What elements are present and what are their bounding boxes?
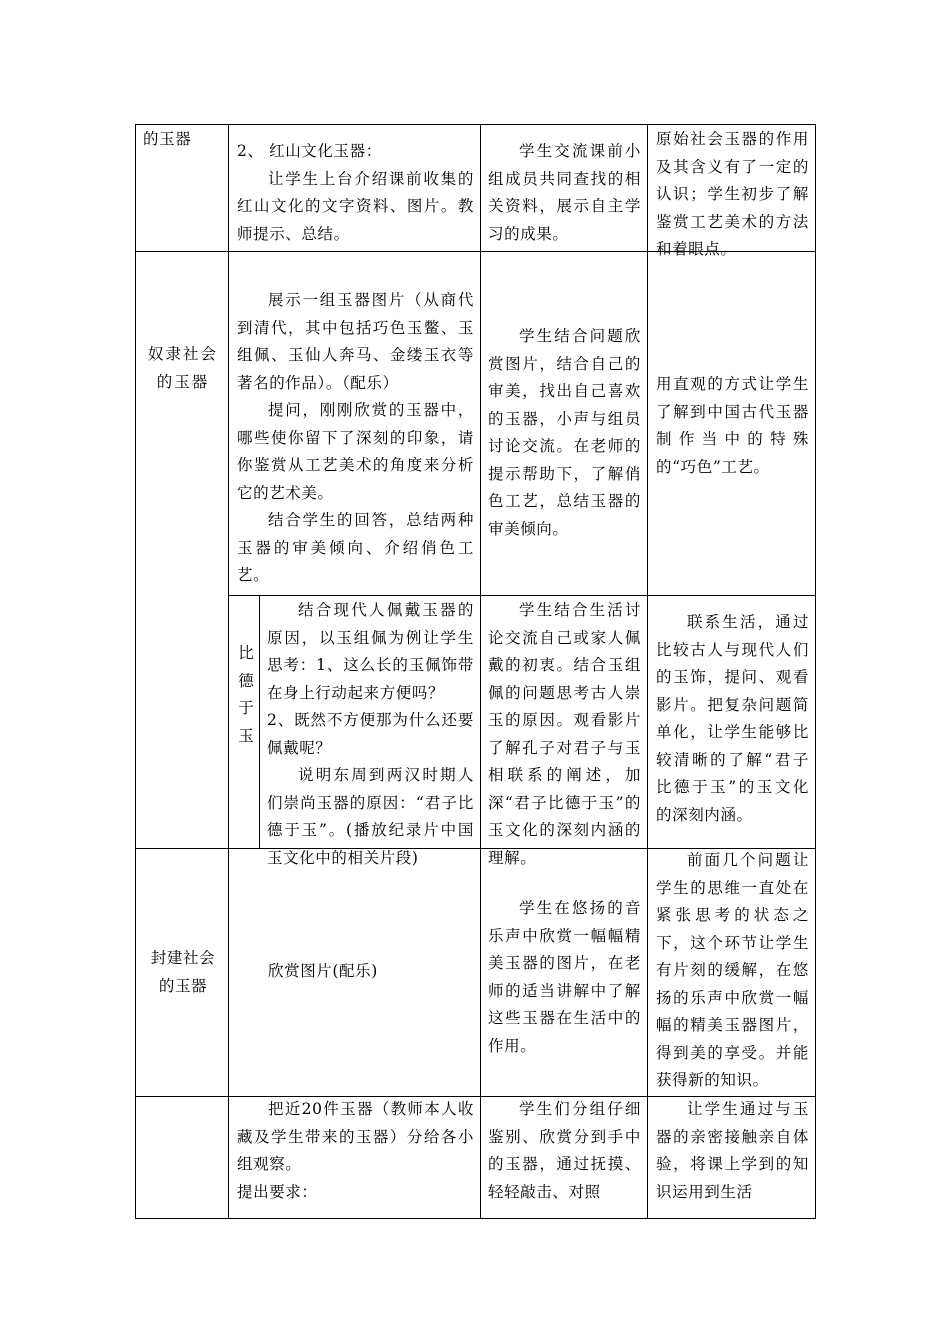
- activity-text: 说明东周到两汉时期人们崇尚玉器的原因：“君子比德于玉”。(播放纪录片中国玉文化中的相关片段): [267, 766, 474, 867]
- student-text: 学生在悠扬的音乐声中欣赏一幅幅精美玉器的图片，在老师的适当讲解中了解这些玉器在生活中的作用。: [488, 899, 641, 1055]
- activity-cell: [267, 597, 474, 872]
- activity-text: 2、既然不方便那为什么还要佩戴呢？: [267, 711, 474, 757]
- intent-text: 联系生活，通过比较古人与现代人们的玉饰，提问、观看影片。把复杂问题简单化，让学生能够比较清晰的了解“君子比德于玉”的玉文化的深刻内涵。: [656, 613, 809, 824]
- activity-cell: [237, 1096, 474, 1206]
- activity-cell: [237, 958, 474, 986]
- student-cell: [488, 895, 641, 1060]
- intent-text: 原始社会玉器的作用及其含义有了一定的认识；学生初步了解鉴赏工艺美术的方法和着眼点。: [656, 130, 809, 258]
- student-cell: [488, 323, 641, 543]
- stage-cell: [143, 945, 223, 1000]
- stage-cell: [143, 126, 223, 154]
- intent-cell: [656, 371, 809, 481]
- activity-cell: [237, 287, 474, 590]
- activity-text: 把近20件玉器（教师本人收藏及学生带来的玉器）分给各小组观察。: [237, 1100, 474, 1173]
- student-cell: [488, 138, 641, 248]
- intent-text: 让学生通过与玉器的亲密接触亲自体验，将课上学到的知识运用到生活: [656, 1100, 809, 1201]
- intent-cell: [656, 126, 809, 264]
- student-text: 学生结合问题欣赏图片，结合自己的审美，找出自己喜欢的玉器，小声与组员讨论交流。在老师的提示帮助下，了解俏色工艺，总结玉器的审美倾向。: [488, 327, 641, 538]
- activity-text: 提问，刚刚欣赏的玉器中，哪些使你留下了深刻的印象，请你鉴赏从工艺美术的角度来分析它的艺术美。: [237, 401, 474, 502]
- activity-heading: 2、 红山文化玉器：: [237, 142, 382, 160]
- intent-cell: [656, 609, 809, 829]
- student-cell: [488, 1096, 641, 1206]
- sub-stage-label: [236, 640, 256, 750]
- activity-text: 结合学生的回答，总结两种玉器的审美倾向、介绍俏色工艺。: [237, 511, 474, 584]
- intent-cell: [656, 1096, 809, 1206]
- sub-stage-text: 比德于玉: [238, 644, 254, 745]
- intent-text: 前面几个问题让学生的思维一直处在紧张思考的状态之下，这个环节让学生有片刻的缓解，在悠扬的乐声中欣赏一幅幅的精美玉器图片，得到美的享受。并能获得新的知识。: [656, 851, 809, 1089]
- activity-text: 结合现代人佩戴玉器的原因，以玉组佩为例让学生思考：1、这么长的玉佩饰带在身上行动起来方便吗？: [267, 601, 474, 702]
- intent-text: 用直观的方式让学生了解到中国古代玉器制作当中的特殊的“巧色”工艺。: [656, 375, 809, 476]
- stage-label: 封建社会的玉器: [150, 949, 216, 995]
- activity-text: 提出要求：: [237, 1182, 318, 1201]
- activity-text: 让学生上台介绍课前收集的红山文化的文字资料、图片。教师提示、总结。: [237, 169, 474, 243]
- student-text: 学生交流课前小组成员共同查找的相关资料，展示自主学习的成果。: [488, 142, 641, 243]
- student-cell: [488, 597, 641, 872]
- stage-cell: [143, 341, 223, 396]
- activity-text: 欣赏图片(配乐): [268, 962, 378, 980]
- student-text: 学生结合生活讨论交流自己或家人佩戴的初衷。结合玉组佩的问题思考古人崇玉的原因。观看影片了解孔子对君子与玉相联系的阐述，加深“君子比德于玉”的玉文化的深刻内涵的理解。: [488, 601, 641, 867]
- stage-label: 的玉器: [143, 130, 192, 148]
- student-text: 学生们分组仔细鉴别、欣赏分到手中的玉器，通过抚摸、轻轻敲击、对照: [488, 1100, 641, 1201]
- stage-label: 奴隶社会的玉器: [147, 345, 218, 391]
- activity-text: 展示一组玉器图片（从商代到清代，其中包括巧色玉鳖、玉组佩、玉仙人奔马、金缕玉衣等著名的作品）。（配乐）: [237, 291, 474, 392]
- activity-cell: [237, 138, 474, 248]
- intent-cell: [656, 847, 809, 1095]
